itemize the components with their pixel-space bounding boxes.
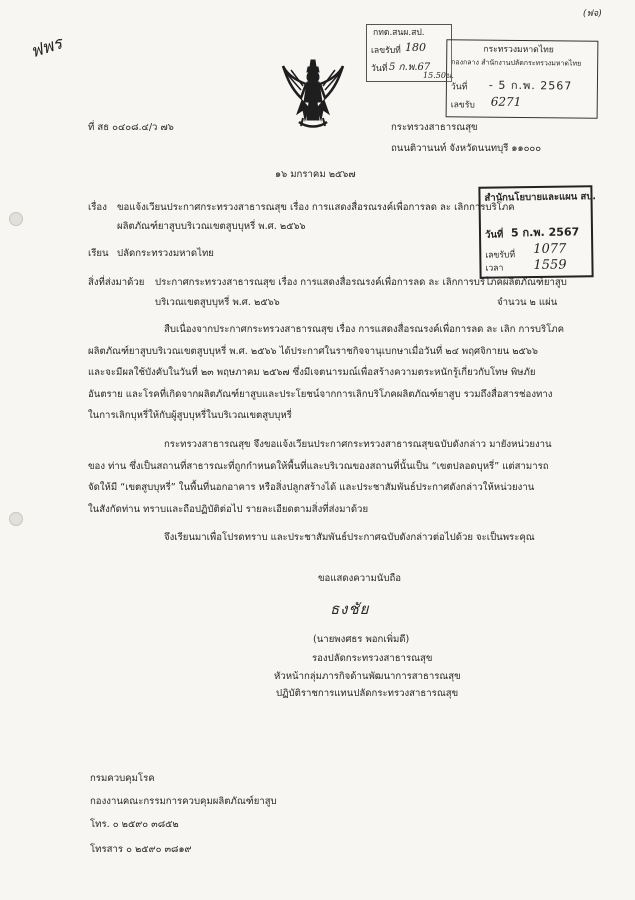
footer-department: กรมควบคุมโรค bbox=[90, 773, 155, 784]
receipt-stamp-ministry: กระทรวงมหาดไทย กองกลาง สำนักงานปลัดกระทรวงมหาดไทย วันที่ - 5 ก.พ. 2567 เลขรับ 6271 bbox=[446, 39, 599, 119]
letter-date: ๑๖ มกราคม ๒๕๖๗ bbox=[275, 169, 356, 180]
receipt-date: 5 ก.พ.67 bbox=[389, 62, 431, 73]
receipt-number: 180 bbox=[405, 41, 426, 54]
signer-title-3: ปฏิบัติราชการแทนปลัดกระทรวงสาธารณสุข bbox=[276, 688, 459, 699]
enclosure-line-1: ประกาศกระทรวงสาธารณสุข เรื่อง การแสดงสื่อรณรงค์เพื่อการลด ละ เลิกการบริโภคผลิตภัณฑ์ยาสูบ bbox=[155, 277, 567, 288]
office-stamp-number-2: 1559 bbox=[533, 257, 567, 274]
punch-hole bbox=[9, 512, 23, 526]
footer-telephone: โทร. ๐ ๒๕๙๐ ๓๘๕๒ bbox=[90, 819, 179, 830]
ministry-stamp-date: - 5 ก.พ. 2567 bbox=[488, 78, 573, 93]
office-stamp-date: 5 ก.พ. 2567 bbox=[510, 225, 580, 240]
signature: ธงชัย bbox=[330, 600, 370, 618]
signer-title-2: หัวหน้ากลุ่มภารกิจด้านพัฒนาการสาธารณสุข bbox=[274, 671, 461, 682]
body-paragraph-1: สืบเนื่องจากประกาศกระทรวงสาธารณสุข เรื่อง การแสดงสื่อรณรงค์เพื่อการลด ละ เลิก การบริโภค ผลิตภัณฑ์ยาสูบบริเวณเขตสูบบุหรี่ พ.ศ. ๒๕๖๖ ได้ประกาศในราชกิจจานุเบกษาเมื่อวันที่ ๒๔ พฤศจิกายน ๒๕๖๖ และจะมีผลใช้บังคับในวันที่ ๒๓ พฤษภาคม ๒๕๖๗ ซึ่งมีเจตนารมณ์เพื่อสร้างความตระหนักรู้เกี่ยวกับโทษ พิษภัย อันตราย และโรคที่เกิดจากผลิตภัณฑ์ยาสูบและประโยชน์จากการเลิกบริโภคผลิตภัณฑ์ยาสูบ รวมถึงสื่อสารช่องทาง ในการเลิกบุหรี่ให้กับผู้สูบบุหรี่ในบริเวณเขตสูบบุหรี่ bbox=[88, 324, 565, 421]
reference-number: ที่ สธ ๐๔๐๘.๔/ว ๗๖ bbox=[88, 122, 174, 133]
enclosure-line-2: บริเวณเขตสูบบุหรี่ พ.ศ. ๒๕๖๖ bbox=[155, 297, 280, 308]
signer-title-1: รองปลัดกระทรวงสาธารณสุข bbox=[312, 653, 433, 664]
closing: ขอแสดงความนับถือ bbox=[318, 573, 402, 584]
signer-name: (นายพงศธร พอกเพิ่มดี) bbox=[313, 634, 410, 645]
enclosure-count: จำนวน ๒ แผ่น bbox=[497, 297, 558, 308]
footer-office: กองงานคณะกรรมการควบคุมผลิตภัณฑ์ยาสูบ bbox=[90, 796, 277, 807]
ministry-stamp-number: 6271 bbox=[490, 94, 522, 109]
body-paragraph-3: จึงเรียนมาเพื่อโปรดทราบ และประชาสัมพันธ์ประกาศฉบับดังกล่าวต่อไปด้วย จะเป็นพระคุณ bbox=[164, 532, 535, 543]
addressee-label: เรียน bbox=[88, 248, 109, 259]
subject-label: เรื่อง bbox=[88, 202, 107, 213]
garuda-emblem bbox=[281, 58, 345, 132]
enclosure-label: สิ่งที่ส่งมาด้วย bbox=[88, 277, 145, 288]
body-paragraph-2: กระทรวงสาธารณสุข จึงขอแจ้งเวียนประกาศกระทรวงสาธารณสุขฉบับดังกล่าว มายังหน่วยงาน ของ ท่าน ซึ่งเป็นสถานที่สาธารณะที่ถูกกำหนดให้พื้นที่และบริเวณของสถานที่นั้นเป็น “เขตปลอดบุหรี่” แต่สามารถ จัดให้มี “เขตสูบบุหรี่” ในพื้นที่นอกอาคาร หรือสิ่งปลูกสร้างได้ และประชาสัมพันธ์ประกาศดังกล่าวให้หน่วยงาน ในสังกัดท่าน ทราบและถือปฏิบัติต่อไป รายละเอียดตามสิ่งที่ส่งมาด้วย bbox=[88, 439, 552, 515]
sender-address: ถนนติวานนท์ จังหวัดนนทบุรี ๑๑๐๐๐ bbox=[391, 143, 542, 154]
handwritten-page-mark: (ฟจ) bbox=[583, 9, 602, 19]
subject-line-2: ผลิตภัณฑ์ยาสูบบริเวณเขตสูบบุหรี่ พ.ศ. ๒๕๖๖ bbox=[117, 221, 306, 232]
sender-organization: กระทรวงสาธารณสุข bbox=[391, 122, 478, 133]
office-stamp-number: 1077 bbox=[533, 241, 567, 258]
handwritten-margin-note: ฟพร bbox=[27, 33, 65, 63]
subject-line-1: ขอแจ้งเวียนประกาศกระทรวงสาธารณสุข เรื่อง การแสดงสื่อรณรงค์เพื่อการลด ละ เลิกการบริโภค bbox=[117, 202, 515, 213]
receipt-time: 15.50น. bbox=[423, 71, 454, 80]
punch-hole bbox=[9, 212, 23, 226]
receipt-stamp-small: กทด.สนผ.สป. เลขรับที่ 180 วันที่ 5 ก.พ.67 15.50น. bbox=[366, 24, 452, 82]
receipt-stamp-office: สำนักนโยบายและแผน สป. วันที่ 5 ก.พ. 2567 เลขรับที่ 1077 เวลา 1559 bbox=[478, 185, 593, 279]
footer-fax: โทรสาร ๐ ๒๕๙๐ ๓๘๑๙ bbox=[90, 844, 192, 855]
addressee: ปลัดกระทรวงมหาดไทย bbox=[117, 248, 214, 259]
